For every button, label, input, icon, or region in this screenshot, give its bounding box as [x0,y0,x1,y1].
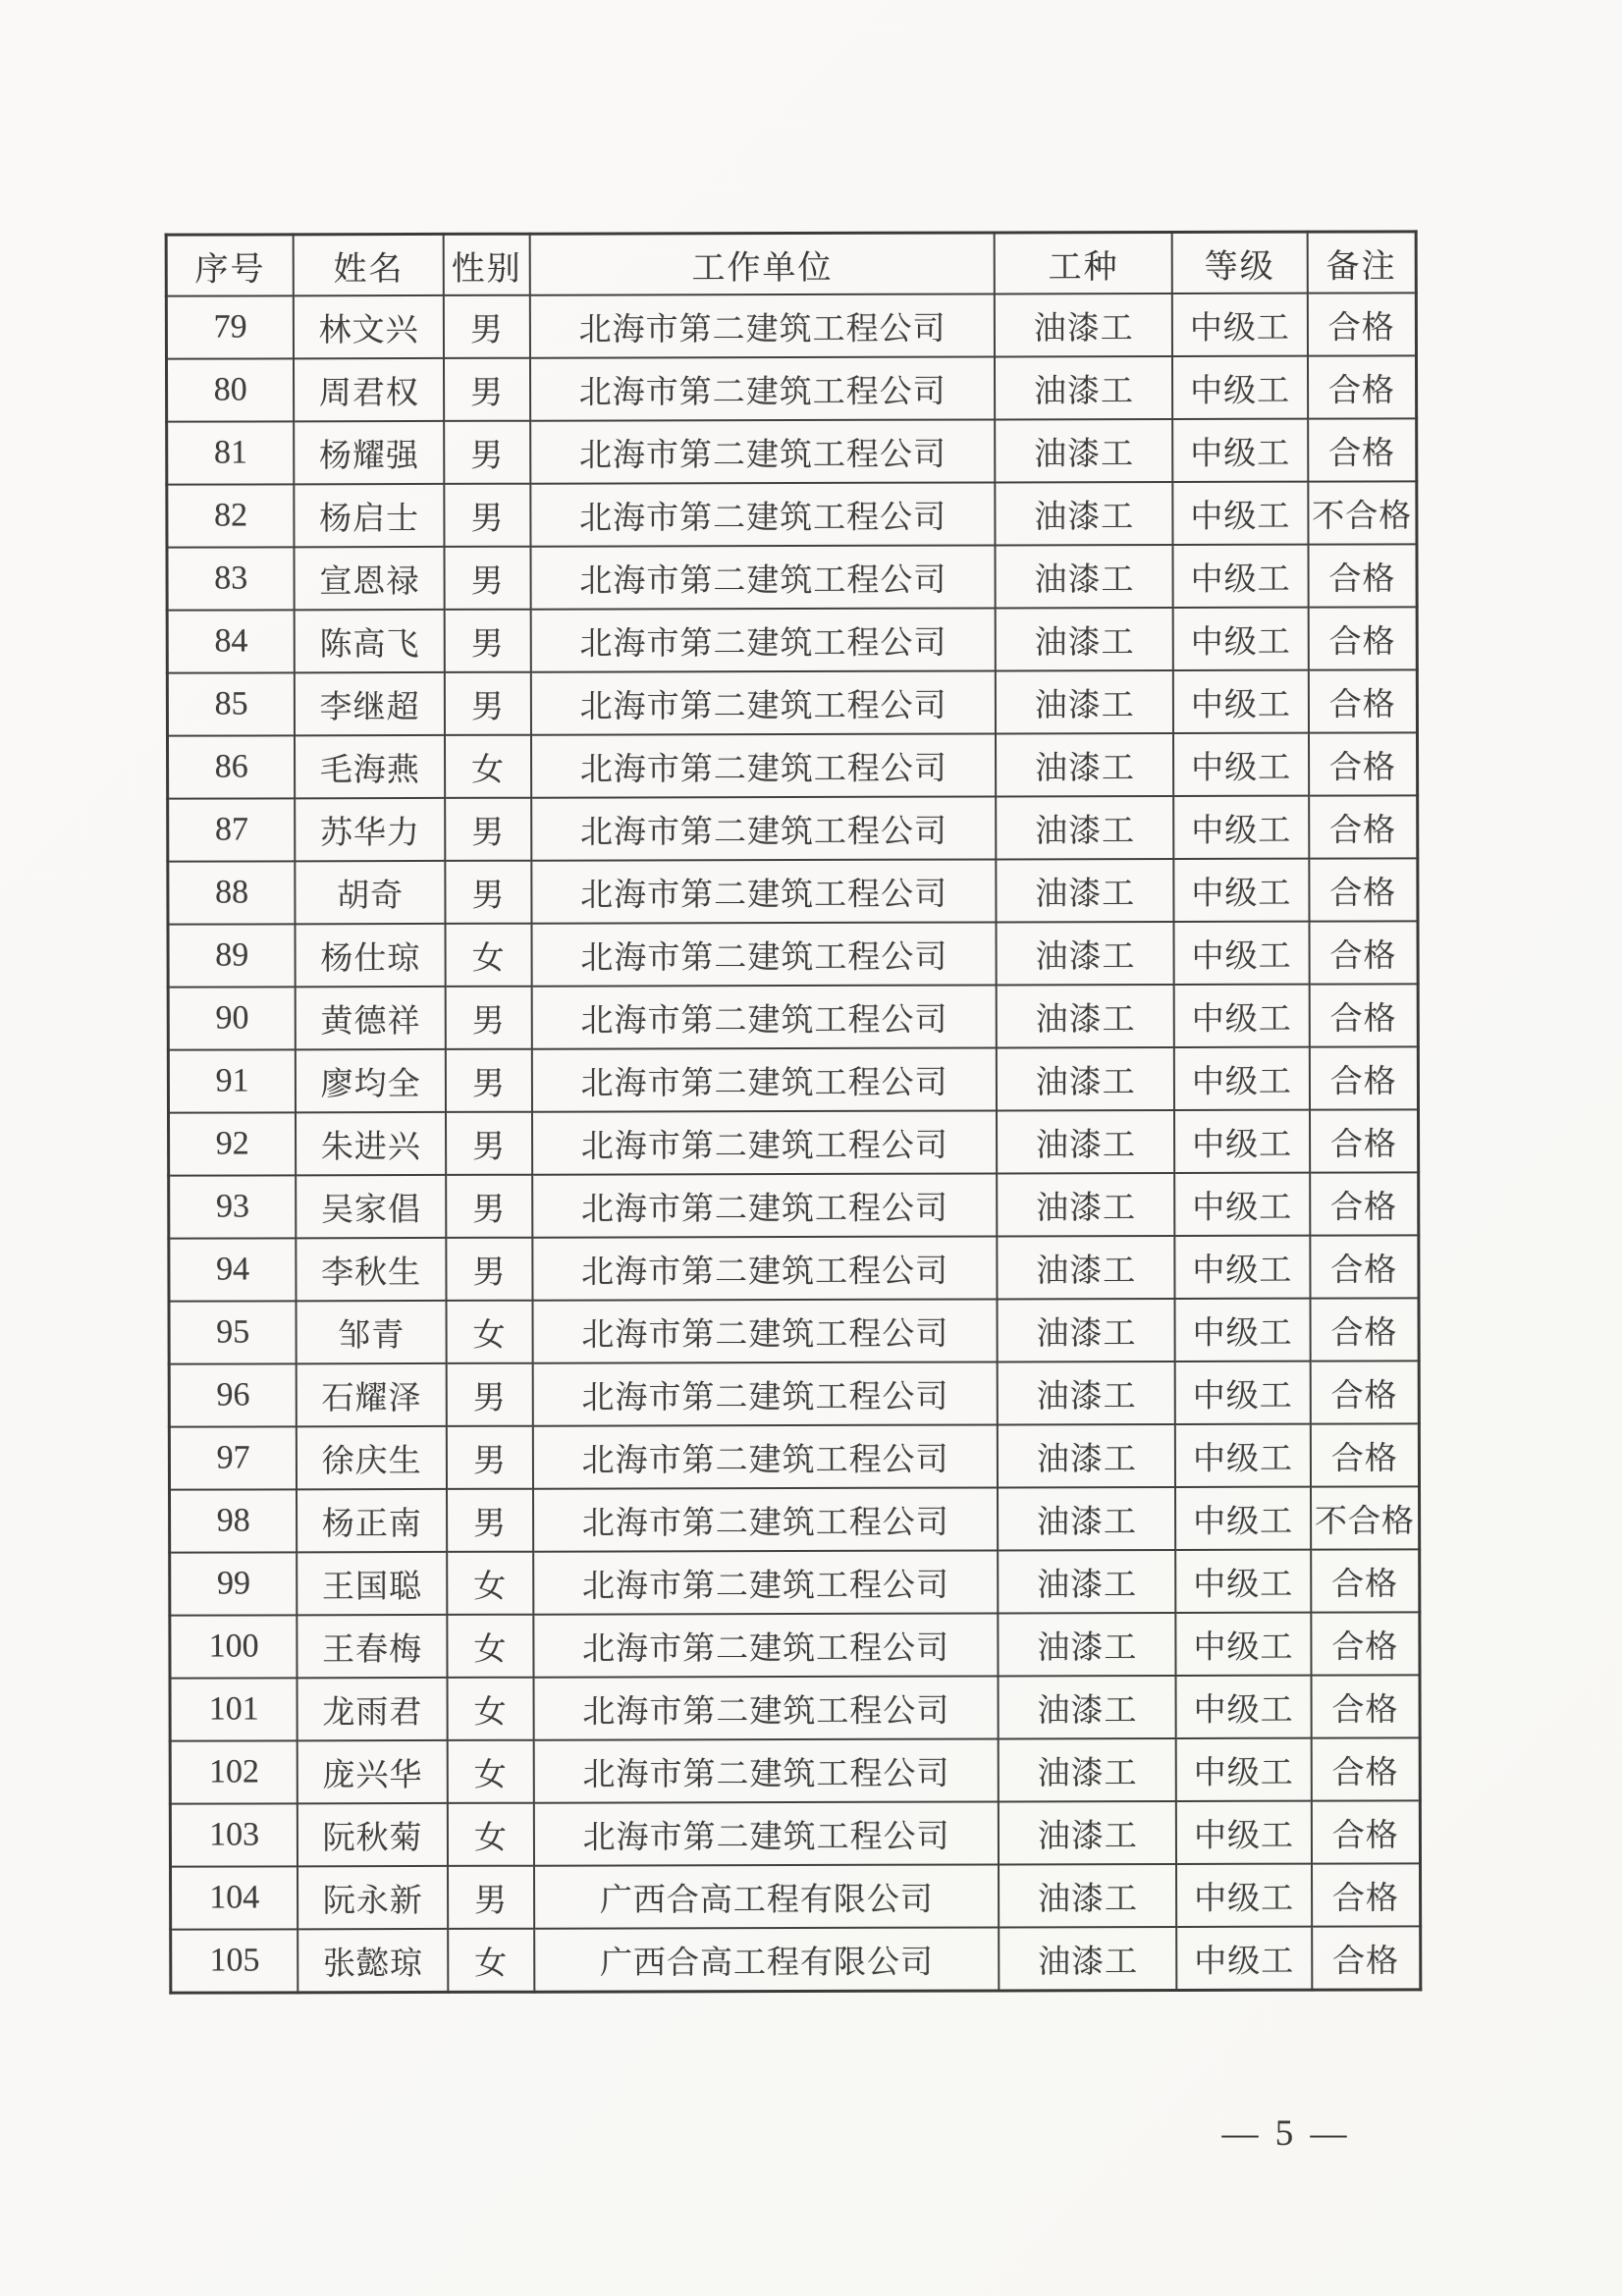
cell-trade: 油漆工 [995,294,1172,356]
cell-grade: 中级工 [1175,1299,1311,1362]
cell-name: 邹青 [297,1301,447,1363]
cell-remark: 合格 [1308,607,1417,669]
cell-work_unit: 广西合高工程有限公司 [534,1864,1000,1928]
page-number: — 5 — [1221,2113,1351,2154]
cell-grade: 中级工 [1174,922,1310,985]
cell-name: 陈高飞 [295,610,445,672]
cell-gender: 男 [447,1363,533,1426]
cell-name: 李继超 [295,672,445,735]
cell-grade: 中级工 [1176,1738,1312,1801]
table-row [167,544,1417,610]
cell-index: 100 [170,1615,297,1678]
cell-index: 82 [167,484,295,547]
cell-remark: 合格 [1311,1675,1420,1737]
cell-work_unit: 北海市第二建筑工程公司 [530,545,996,609]
cell-gender: 男 [444,421,530,484]
roster-table [165,230,1423,1994]
cell-grade: 中级工 [1174,985,1310,1047]
cell-grade: 中级工 [1173,670,1309,733]
column-header-remark: 备注 [1307,232,1416,294]
cell-work_unit: 广西合高工程有限公司 [534,1927,1000,1992]
cell-work_unit: 北海市第二建筑工程公司 [533,1487,999,1551]
cell-trade: 油漆工 [995,356,1172,419]
cell-remark: 合格 [1309,984,1418,1046]
cell-trade: 油漆工 [997,1110,1174,1173]
table-row [170,1612,1420,1678]
cell-index: 98 [170,1489,297,1552]
cell-gender: 男 [448,1866,534,1929]
cell-grade: 中级工 [1174,1047,1310,1110]
column-header-trade: 工种 [995,232,1172,294]
cell-grade: 中级工 [1174,859,1310,922]
cell-index: 85 [167,672,295,735]
cell-remark: 合格 [1311,1612,1420,1675]
cell-index: 99 [170,1552,297,1615]
cell-index: 104 [171,1866,298,1929]
cell-grade: 中级工 [1173,545,1309,608]
cell-name: 阮永新 [297,1866,448,1929]
cell-name: 苏华力 [296,798,446,861]
cell-work_unit: 北海市第二建筑工程公司 [531,670,997,734]
cell-remark: 合格 [1308,293,1417,355]
cell-trade: 油漆工 [997,985,1174,1047]
cell-grade: 中级工 [1174,1173,1310,1236]
cell-name: 徐庆生 [297,1426,447,1489]
cell-gender: 女 [445,735,531,798]
cell-trade: 油漆工 [1000,1927,1177,1991]
column-header-gender: 性别 [444,234,530,295]
cell-work_unit: 北海市第二建筑工程公司 [533,1676,999,1739]
cell-trade: 油漆工 [998,1236,1175,1299]
table-row [169,1298,1419,1363]
cell-name: 阮秋菊 [297,1803,448,1866]
cell-index: 87 [168,798,296,861]
table-row [169,1423,1419,1489]
table-row [167,418,1417,484]
cell-gender: 男 [445,610,531,672]
cell-work_unit: 北海市第二建筑工程公司 [531,733,997,797]
table-row [167,481,1417,547]
cell-remark: 合格 [1311,1549,1420,1612]
cell-grade: 中级工 [1173,733,1309,796]
cell-work_unit: 北海市第二建筑工程公司 [532,1236,998,1300]
cell-work_unit: 北海市第二建筑工程公司 [530,356,996,420]
cell-grade: 中级工 [1175,1487,1311,1550]
cell-remark: 合格 [1311,1423,1420,1486]
cell-remark: 合格 [1310,1298,1419,1361]
cell-trade: 油漆工 [996,608,1173,670]
cell-index: 80 [166,358,294,421]
column-header-work_unit: 工作单位 [530,233,996,295]
cell-gender: 女 [448,1678,534,1740]
cell-gender: 女 [447,1615,533,1678]
cell-remark: 合格 [1312,1863,1421,1926]
cell-name: 张懿琼 [298,1929,449,1993]
cell-trade: 油漆工 [998,1362,1175,1424]
cell-index: 81 [167,421,295,484]
cell-remark: 合格 [1308,418,1417,481]
cell-name: 毛海燕 [295,735,445,798]
cell-trade: 油漆工 [999,1613,1176,1676]
cell-grade: 中级工 [1176,1864,1312,1927]
cell-remark: 合格 [1311,1737,1420,1800]
table-row [166,355,1416,421]
table-row [170,1675,1420,1740]
cell-gender: 男 [447,1489,533,1552]
cell-work_unit: 北海市第二建筑工程公司 [531,859,997,923]
cell-trade: 油漆工 [999,1864,1176,1927]
cell-name: 黄德祥 [296,987,446,1049]
cell-work_unit: 北海市第二建筑工程公司 [534,1801,1000,1865]
cell-grade: 中级工 [1174,1110,1310,1173]
cell-grade: 中级工 [1172,419,1308,482]
cell-index: 88 [168,861,296,924]
cell-index: 103 [170,1803,297,1866]
cell-name: 杨正南 [297,1489,447,1552]
table-row [170,1549,1420,1615]
cell-gender: 男 [445,672,531,735]
cell-trade: 油漆工 [999,1550,1176,1613]
cell-remark: 合格 [1310,1172,1419,1235]
cell-name: 杨仕琼 [296,924,446,987]
cell-name: 朱进兴 [296,1112,446,1175]
cell-trade: 油漆工 [998,1299,1175,1362]
cell-name: 王春梅 [297,1615,448,1678]
cell-gender: 女 [446,924,532,987]
cell-index: 84 [167,610,295,672]
cell-name: 周君权 [294,358,444,421]
cell-index: 102 [170,1740,297,1803]
cell-work_unit: 北海市第二建筑工程公司 [534,1738,1000,1802]
cell-remark: 合格 [1312,1926,1421,1990]
table-row [168,1109,1418,1175]
cell-grade: 中级工 [1173,482,1309,545]
cell-index: 86 [167,735,295,798]
cell-trade: 油漆工 [997,859,1174,922]
cell-index: 97 [169,1426,297,1489]
cell-name: 李秋生 [297,1238,447,1301]
cell-name: 石耀泽 [297,1363,447,1426]
cell-grade: 中级工 [1175,1424,1311,1487]
cell-grade: 中级工 [1175,1362,1311,1424]
cell-grade: 中级工 [1172,294,1308,356]
cell-name: 宣恩禄 [295,547,445,610]
cell-index: 96 [169,1363,297,1426]
cell-name: 廖均全 [296,1049,446,1112]
cell-index: 79 [166,295,294,358]
table-row [171,1926,1421,1993]
column-header-name: 姓名 [294,234,444,295]
cell-work_unit: 北海市第二建筑工程公司 [531,922,997,986]
cell-gender: 女 [447,1552,533,1615]
worker-roster-table [165,230,1423,1994]
cell-trade: 油漆工 [998,1173,1175,1236]
cell-name: 胡奇 [296,861,446,924]
cell-index: 89 [168,924,296,987]
table-row [170,1800,1420,1866]
cell-remark: 合格 [1310,1235,1419,1298]
cell-name: 王国聪 [297,1552,448,1615]
cell-remark: 合格 [1308,544,1417,607]
cell-remark: 合格 [1309,795,1418,858]
cell-grade: 中级工 [1175,1236,1311,1299]
cell-work_unit: 北海市第二建筑工程公司 [532,1299,998,1362]
cell-name: 林文兴 [294,295,444,358]
table-row [167,607,1417,672]
table-row [167,669,1417,735]
table-row [168,921,1418,987]
cell-remark: 合格 [1309,921,1418,984]
cell-grade: 中级工 [1176,1927,1312,1991]
cell-work_unit: 北海市第二建筑工程公司 [533,1424,999,1488]
table-row [166,293,1416,358]
cell-name: 杨耀强 [294,421,444,484]
cell-remark: 合格 [1309,732,1418,795]
cell-gender: 男 [445,861,531,924]
cell-trade: 油漆工 [998,1487,1175,1550]
table-row [169,1235,1419,1301]
cell-work_unit: 北海市第二建筑工程公司 [533,1362,999,1425]
cell-name: 庞兴华 [297,1740,448,1803]
cell-trade: 油漆工 [997,1047,1174,1110]
cell-index: 83 [167,547,295,610]
cell-remark: 不合格 [1311,1486,1420,1549]
table-row [167,732,1417,798]
cell-gender: 男 [446,987,532,1049]
cell-remark: 合格 [1310,1361,1419,1423]
cell-trade: 油漆工 [996,419,1173,482]
header-row [166,232,1416,296]
cell-grade: 中级工 [1176,1801,1312,1864]
cell-trade: 油漆工 [996,670,1173,733]
cell-gender: 男 [446,1112,532,1175]
cell-index: 101 [170,1678,297,1740]
cell-remark: 合格 [1310,1046,1419,1109]
cell-trade: 油漆工 [997,922,1174,985]
cell-gender: 男 [446,1049,532,1112]
table-row [168,795,1418,861]
cell-grade: 中级工 [1176,1613,1312,1676]
cell-gender: 男 [445,547,531,610]
cell-trade: 油漆工 [999,1801,1176,1864]
cell-gender: 男 [445,798,531,861]
cell-remark: 合格 [1309,669,1418,732]
cell-index: 92 [168,1112,296,1175]
cell-index: 95 [169,1301,297,1363]
cell-remark: 合格 [1312,1800,1421,1863]
cell-name: 龙雨君 [297,1678,448,1740]
cell-grade: 中级工 [1172,356,1308,419]
cell-gender: 男 [444,484,530,547]
cell-grade: 中级工 [1173,608,1309,670]
cell-index: 91 [168,1049,296,1112]
cell-trade: 油漆工 [999,1676,1176,1738]
cell-index: 90 [168,987,296,1049]
table-row [169,1172,1419,1238]
cell-gender: 女 [448,1740,534,1803]
table-row [170,1737,1420,1803]
cell-gender: 男 [446,1175,532,1238]
cell-index: 105 [171,1929,298,1993]
cell-gender: 男 [447,1426,533,1489]
cell-gender: 女 [447,1301,533,1363]
cell-remark: 合格 [1309,858,1418,921]
table-row [169,1361,1419,1426]
cell-name: 吴家倡 [297,1175,447,1238]
cell-work_unit: 北海市第二建筑工程公司 [531,608,997,671]
cell-work_unit: 北海市第二建筑工程公司 [533,1550,999,1614]
cell-gender: 男 [444,295,530,358]
cell-trade: 油漆工 [999,1738,1176,1801]
cell-gender: 女 [448,1803,534,1866]
table-row [168,984,1418,1049]
cell-work_unit: 北海市第二建筑工程公司 [532,985,998,1048]
cell-trade: 油漆工 [996,545,1173,608]
cell-remark: 合格 [1310,1109,1419,1172]
cell-trade: 油漆工 [998,1424,1175,1487]
cell-index: 94 [169,1238,297,1301]
cell-gender: 男 [444,358,530,421]
cell-trade: 油漆工 [997,796,1174,859]
cell-work_unit: 北海市第二建筑工程公司 [531,796,997,860]
cell-work_unit: 北海市第二建筑工程公司 [530,294,996,357]
cell-gender: 女 [448,1929,534,1993]
cell-trade: 油漆工 [996,482,1173,545]
cell-trade: 油漆工 [996,733,1173,796]
table-body [166,293,1421,1993]
cell-work_unit: 北海市第二建筑工程公司 [530,482,996,546]
table-row [168,1046,1418,1112]
cell-grade: 中级工 [1175,1550,1311,1613]
cell-grade: 中级工 [1173,796,1309,859]
cell-grade: 中级工 [1176,1676,1312,1738]
cell-work_unit: 北海市第二建筑工程公司 [532,1173,998,1237]
cell-index: 93 [169,1175,297,1238]
table-row [168,858,1418,924]
column-header-index: 序号 [166,235,294,296]
cell-work_unit: 北海市第二建筑工程公司 [532,1047,998,1111]
column-header-grade: 等级 [1172,232,1308,294]
cell-work_unit: 北海市第二建筑工程公司 [532,1110,998,1174]
cell-name: 杨启士 [295,484,445,547]
cell-remark: 合格 [1308,355,1417,418]
cell-work_unit: 北海市第二建筑工程公司 [533,1613,999,1677]
table-row [170,1486,1420,1552]
cell-gender: 男 [446,1238,532,1301]
cell-work_unit: 北海市第二建筑工程公司 [530,419,996,483]
table-row [171,1863,1421,1929]
cell-remark: 不合格 [1308,481,1417,544]
